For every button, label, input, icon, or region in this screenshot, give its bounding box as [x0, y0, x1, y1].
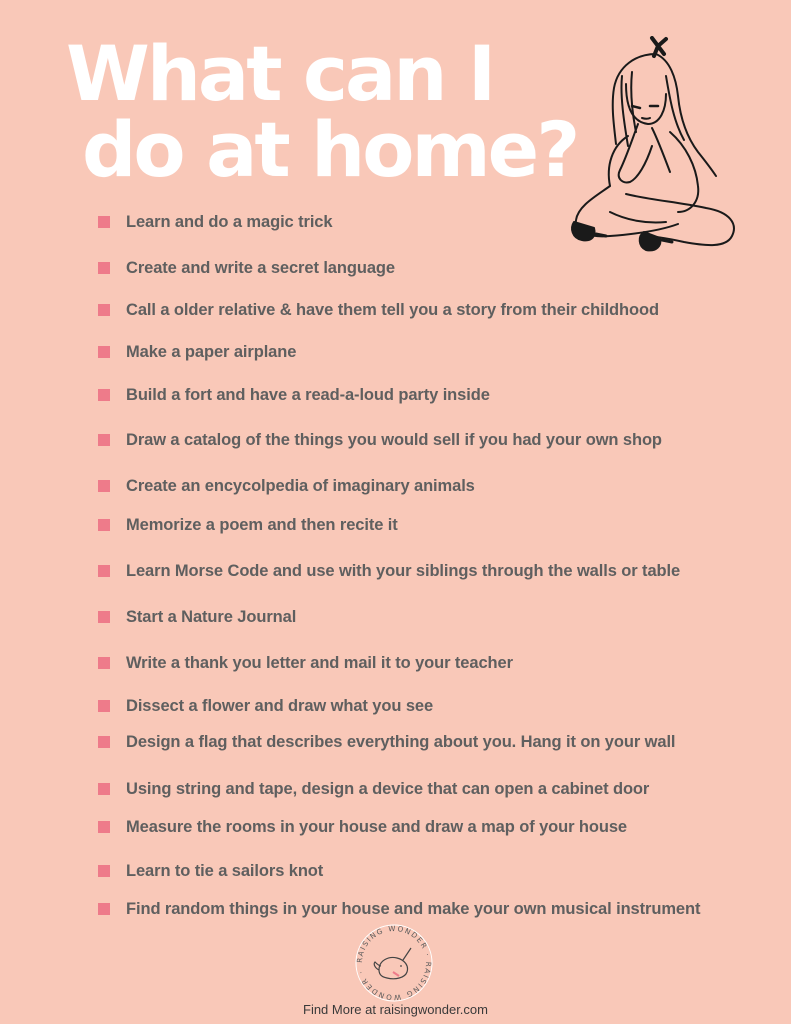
bullet-icon	[98, 346, 110, 358]
list-item-text: Measure the rooms in your house and draw a map of your house	[126, 817, 628, 836]
girl-sitting-illustration	[566, 36, 746, 256]
list-item	[98, 651, 513, 675]
bullet-icon	[98, 903, 110, 915]
bullet-icon	[98, 519, 110, 531]
list-item-text: Find random things in your house and make your own musical instrument	[126, 899, 701, 918]
bullet-icon	[98, 821, 110, 833]
list-item-text: Build a fort and have a read-a-loud party inside	[126, 385, 490, 404]
list-item	[98, 730, 675, 754]
list-item	[98, 859, 323, 883]
bullet-icon	[98, 657, 110, 669]
footer-text: Find More at raisingwonder.com	[303, 1002, 488, 1017]
bullet-icon	[98, 216, 110, 228]
list-item-text: Start a Nature Journal	[126, 607, 297, 626]
list-item-text: Draw a catalog of the things you would sell if you had your own shop	[126, 430, 662, 449]
bullet-icon	[98, 304, 110, 316]
list-item	[98, 474, 475, 498]
list-item	[98, 210, 332, 234]
list-item	[98, 340, 296, 364]
list-item	[98, 694, 433, 718]
bullet-icon	[98, 700, 110, 712]
list-item-text: Call a older relative & have them tell you a story from their childhood	[126, 300, 659, 319]
list-item	[98, 256, 395, 280]
bullet-icon	[98, 611, 110, 623]
bullet-icon	[98, 480, 110, 492]
list-item-text: Design a flag that describes everything about you. Hang it on your wall	[126, 732, 676, 751]
list-item-text: Write a thank you letter and mail it to your teacher	[126, 653, 513, 672]
list-item-text: Create and write a secret language	[126, 258, 395, 277]
bullet-icon	[98, 565, 110, 577]
title-line-2: do at home?	[82, 105, 578, 194]
list-item-text: Using string and tape, design a device that can open a cabinet door	[126, 779, 650, 798]
bullet-icon	[98, 262, 110, 274]
logo-ring-text: RAISING WONDER · RAISING WONDER ·	[354, 923, 434, 1003]
bullet-icon	[98, 389, 110, 401]
list-item	[98, 815, 627, 839]
list-item-text: Make a paper airplane	[126, 342, 297, 361]
list-item	[98, 383, 490, 407]
list-item-text: Dissect a flower and draw what you see	[126, 696, 434, 715]
list-item	[98, 559, 680, 583]
list-item-text: Learn and do a magic trick	[126, 212, 333, 231]
page-title	[66, 29, 578, 194]
bullet-icon	[98, 865, 110, 877]
list-item	[98, 605, 296, 629]
list-item	[98, 428, 662, 452]
list-item-text: Create an encycolpedia of imaginary animals	[126, 476, 475, 495]
bullet-icon	[98, 783, 110, 795]
raising-wonder-logo	[353, 922, 435, 1004]
list-item	[98, 897, 700, 921]
list-item-text: Memorize a poem and then recite it	[126, 515, 398, 534]
bullet-icon	[98, 434, 110, 446]
title-line-1: What can I	[66, 29, 494, 118]
list-item	[98, 513, 398, 537]
bullet-icon	[98, 736, 110, 748]
list-item	[98, 777, 649, 801]
list-item-text: Learn to tie a sailors knot	[126, 861, 324, 880]
svg-text:RAISING WONDER · RAISING WONDE	[355, 924, 433, 1002]
list-item-text: Learn Morse Code and use with your siblings through the walls or table	[126, 561, 681, 580]
list-item	[98, 298, 659, 322]
